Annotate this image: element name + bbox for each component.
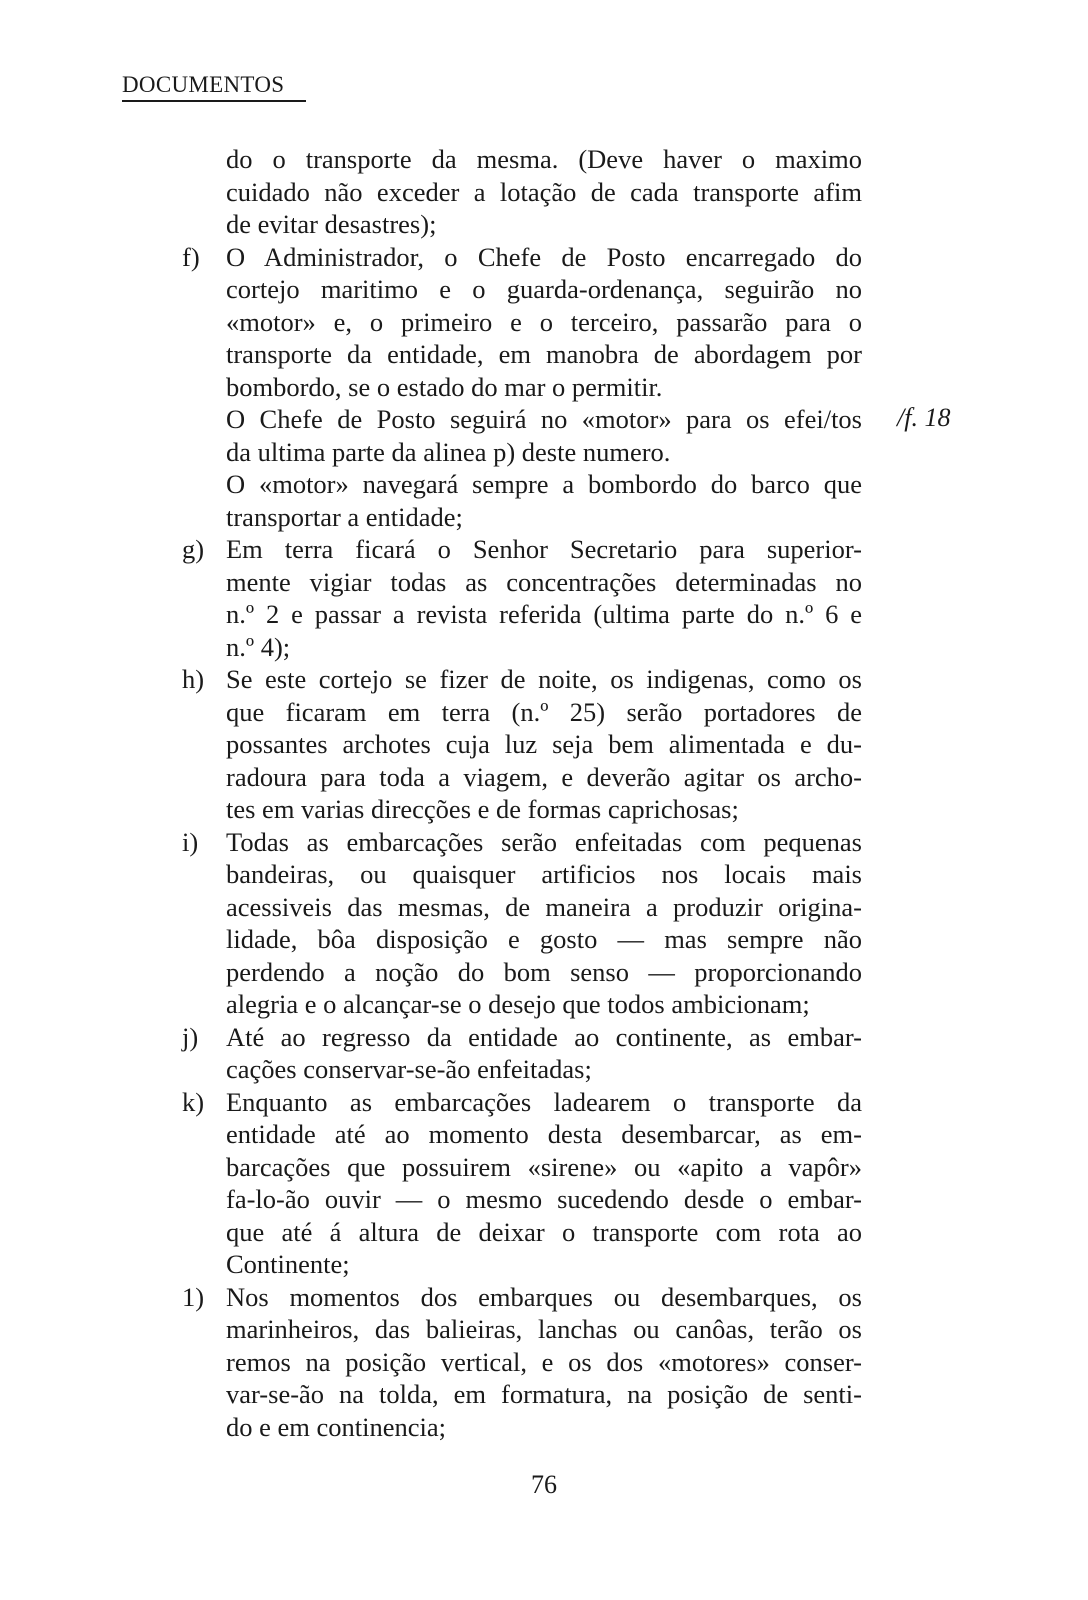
list-item	[182, 663, 862, 826]
margin-folio-note: /f. 18	[897, 403, 951, 432]
text-line: cações conservar-se-ão enfeitadas;	[226, 1054, 592, 1084]
page-number: 76	[531, 1470, 557, 1499]
text-line: cuidado não exceder a lotação de cada transporte afim	[226, 176, 862, 207]
text-line: bandeiras, ou quaisquer artificios nos locais mais	[226, 859, 862, 889]
text-line: n.º 4);	[226, 631, 291, 662]
text-line: transporte da entidade, em manobra de abordagem por	[226, 339, 862, 369]
text-line: de evitar desastres);	[226, 209, 437, 239]
text-line: n.º 2 e passar a revista referida (ultima parte do n.º 6 e	[226, 599, 862, 629]
text-line: lidade, bôa disposição e gosto — mas sempre não	[226, 924, 862, 954]
running-header: DOCUMENTOS	[122, 72, 285, 97]
text-line: da ultima parte da alinea p) deste numero.	[226, 436, 671, 467]
text-line: transportar a entidade;	[226, 501, 463, 532]
text-line: var-se-ão na tolda, em formatura, na posição de senti-	[226, 1379, 862, 1409]
text-line: possantes archotes cuja luz seja bem alimentada e du-	[226, 729, 862, 759]
text-line: do o transporte da mesma. (Deve haver o maximo	[226, 144, 862, 174]
paragraph	[182, 403, 862, 468]
text-line: Enquanto as embarcações ladearem o transporte da	[226, 1086, 862, 1117]
list-item	[182, 1021, 862, 1086]
text-line: Todas as embarcações serão enfeitadas com pequenas	[226, 826, 862, 857]
list-item	[182, 1281, 862, 1444]
list-item-marker: j)	[182, 1021, 199, 1052]
list-item	[182, 826, 862, 1021]
paragraph	[182, 143, 862, 241]
text-line: O «motor» navegará sempre a bombordo do barco que	[226, 469, 862, 499]
list-item-marker: h)	[182, 664, 205, 694]
text-line: acessiveis das mesmas, de maneira a produzir origina-	[226, 891, 862, 922]
text-line: entidade até ao momento desta desembarcar, as em-	[226, 1119, 862, 1149]
text-line: fa-lo-ão ouvir — o mesmo sucedendo desde o embar-	[226, 1184, 862, 1214]
text-line: Continente;	[226, 1249, 350, 1279]
text-line: cortejo maritimo e o guarda-ordenança, seguirão no	[226, 274, 862, 304]
text-line: Até ao regresso da entidade ao continente, as embar-	[226, 1021, 862, 1052]
text-line: remos na posição vertical, e os dos «motores» conser-	[226, 1346, 862, 1377]
text-line: bombordo, se o estado do mar o permitir.	[226, 371, 663, 402]
text-line: marinheiros, das balieiras, lanchas ou canôas, terão os	[226, 1314, 862, 1344]
header-underline	[122, 100, 306, 102]
text-line: perdendo a noção do bom senso — proporcionando	[226, 956, 862, 987]
text-line: que até á altura de deixar o transporte com rota ao	[226, 1216, 862, 1247]
list-item-marker: 1)	[182, 1281, 205, 1312]
text-line: O Administrador, o Chefe de Posto encarregado do	[226, 241, 862, 272]
text-line: alegria e o alcançar-se o desejo que todos ambicionam;	[226, 989, 810, 1019]
text-line: O Chefe de Posto seguirá no «motor» para os efei/tos	[226, 404, 862, 434]
text-line: tes em varias direcções e de formas caprichosas;	[226, 794, 739, 824]
list-item	[182, 241, 862, 404]
list-item	[182, 533, 862, 663]
document-body	[182, 143, 862, 1443]
text-line: «motor» e, o primeiro e o terceiro, passarão para o	[226, 306, 862, 337]
list-item	[182, 1086, 862, 1281]
list-item-marker: i)	[182, 826, 199, 857]
text-line: Nos momentos dos embarques ou desembarques, os	[226, 1281, 862, 1312]
text-line: do e em continencia;	[226, 1411, 447, 1442]
text-line: barcações que possuirem «sirene» ou «apito a vapôr»	[226, 1151, 862, 1182]
text-line: Se este cortejo se fizer de noite, os indigenas, como os	[226, 664, 862, 694]
text-line: radoura para toda a viagem, e deverão agitar os archo-	[226, 761, 862, 792]
text-line: que ficaram em terra (n.º 25) serão portadores de	[226, 696, 862, 727]
list-item-marker: k)	[182, 1086, 205, 1117]
text-line: Em terra ficará o Senhor Secretario para superior-	[226, 534, 862, 564]
paragraph	[182, 468, 862, 533]
text-line: mente vigiar todas as concentrações determinadas no	[226, 566, 862, 597]
list-item-marker: g)	[182, 534, 205, 564]
list-item-marker: f)	[182, 241, 200, 272]
